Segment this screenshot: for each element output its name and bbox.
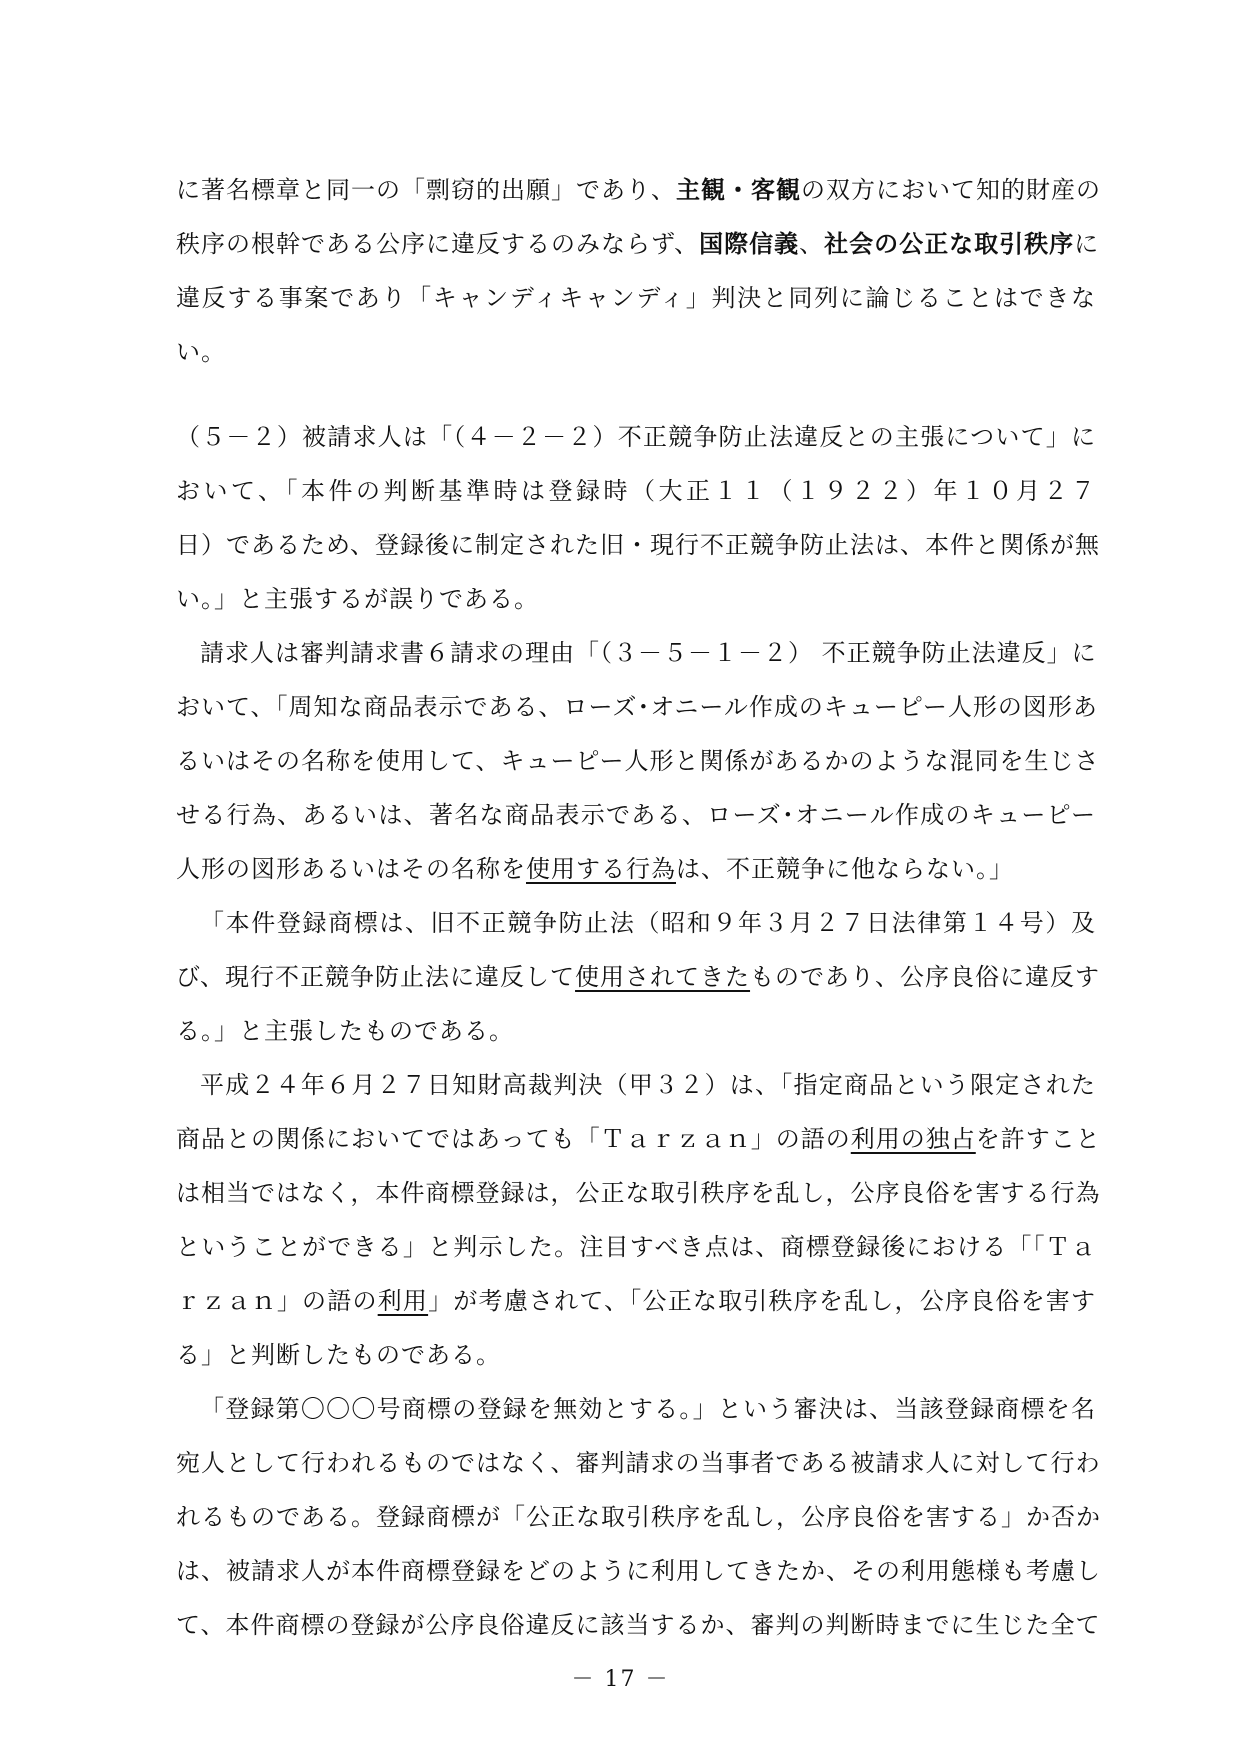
emphasis-kokusai-shingi: 国際信義: [699, 229, 800, 258]
underline-shiyou-suru-koui: 使用する行為: [526, 855, 676, 883]
text-line-23: 「登録第〇〇〇号商標の登録を無効とする。」という審決は、当該登録商標を名: [200, 1395, 1096, 1423]
text-line-19: は相当ではなく，本件商標登録は，公正な取引秩序を乱し，公序良俗を害する行為: [176, 1179, 1101, 1207]
text-line-3: 違反する事案であり「キャンディキャンディ」判決と同列に論じることはできな: [176, 284, 1096, 312]
text-line-22: る」と判断したものである。: [176, 1341, 501, 1369]
text-line-11: るいはその名称を使用して、キューピー人形と関係があるかのような混同を生じさ: [176, 747, 1100, 775]
text-line-1: に著名標章と同一の「剽窃的出願」であり、主観・客観の双方において知的財産の: [176, 175, 1101, 204]
underline-shiyou-saretekita: 使用されてきた: [575, 963, 751, 991]
text-line-21: ｒｚａｎ」の語の利用」が考慮されて、「公正な取引秩序を乱し，公序良俗を害す: [176, 1287, 1097, 1315]
text-line-10: おいて、「周知な商品表示である、ローズ･オニール作成のキューピー人形の図形あ: [176, 693, 1098, 721]
underline-riyou: 利用: [377, 1287, 429, 1315]
text-line-20: ということができる」と判示した。注目すべき点は、商標登録後における「「Ｔａ: [176, 1233, 1096, 1261]
text-line-15: び、現行不正競争防止法に違反して使用されてきたものであり、公序良俗に違反す: [176, 963, 1101, 991]
text-line-12: せる行為、あるいは、著名な商品表示である、ローズ･オニール作成のキューピー: [176, 801, 1096, 829]
text-line-7: 日）であるため、登録後に制定された旧・現行不正競争防止法は、本件と関係が無: [176, 531, 1101, 559]
text-line-5: （５－２）被請求人は「（４－２－２）不正競争防止法違反との主張について」に: [176, 423, 1096, 451]
underline-riyou-no-dokusen: 利用の独占: [850, 1125, 976, 1153]
text-line-26: は、被請求人が本件商標登録をどのように利用してきたか、その利用態様も考慮し: [176, 1557, 1101, 1585]
text-line-14: 「本件登録商標は、旧不正競争防止法（昭和９年３月２７日法律第１４号）及: [200, 909, 1096, 937]
text-line-9: 請求人は審判請求書６請求の理由「（３－５－１－２） 不正競争防止法違反」に: [200, 639, 1097, 667]
text-line-16: る。」と主張したものである。: [176, 1017, 514, 1045]
text-line-13: 人形の図形あるいはその名称を使用する行為は、不正競争に他ならない。」: [176, 855, 1014, 883]
text-line-6: おいて、「本件の判断基準時は登録時（大正１１（１９２２）年１０月２７: [176, 477, 1096, 505]
text-line-24: 宛人として行われるものではなく、審判請求の当事者である被請求人に対して行わ: [176, 1449, 1101, 1477]
emphasis-shukan-kyakkan: 主観・客観: [676, 175, 801, 204]
text-line-18: 商品との関係においてではあっても「Ｔａｒｚａｎ」の語の利用の独占を許すこと: [176, 1125, 1101, 1153]
text-line-4: い。: [176, 338, 226, 366]
text-line-8: い。」と主張するが誤りである。: [176, 585, 539, 613]
page-number: － 17 －: [571, 1667, 670, 1692]
text-line-27: て、本件商標の登録が公序良俗違反に該当するか、審判の判断時までに生じた全て: [176, 1611, 1101, 1639]
emphasis-torihiki-chitsujo: 社会の公正な取引秩序: [824, 229, 1075, 258]
text-line-2: 秩序の根幹である公序に違反するのみならず、国際信義、社会の公正な取引秩序に: [176, 229, 1100, 258]
text-line-17: 平成２４年６月２７日知財高裁判決（甲３２）は、「指定商品という限定された: [200, 1071, 1096, 1099]
text-line-25: れるものである。登録商標が「公正な取引秩序を乱し，公序良俗を害する」か否か: [176, 1503, 1101, 1531]
